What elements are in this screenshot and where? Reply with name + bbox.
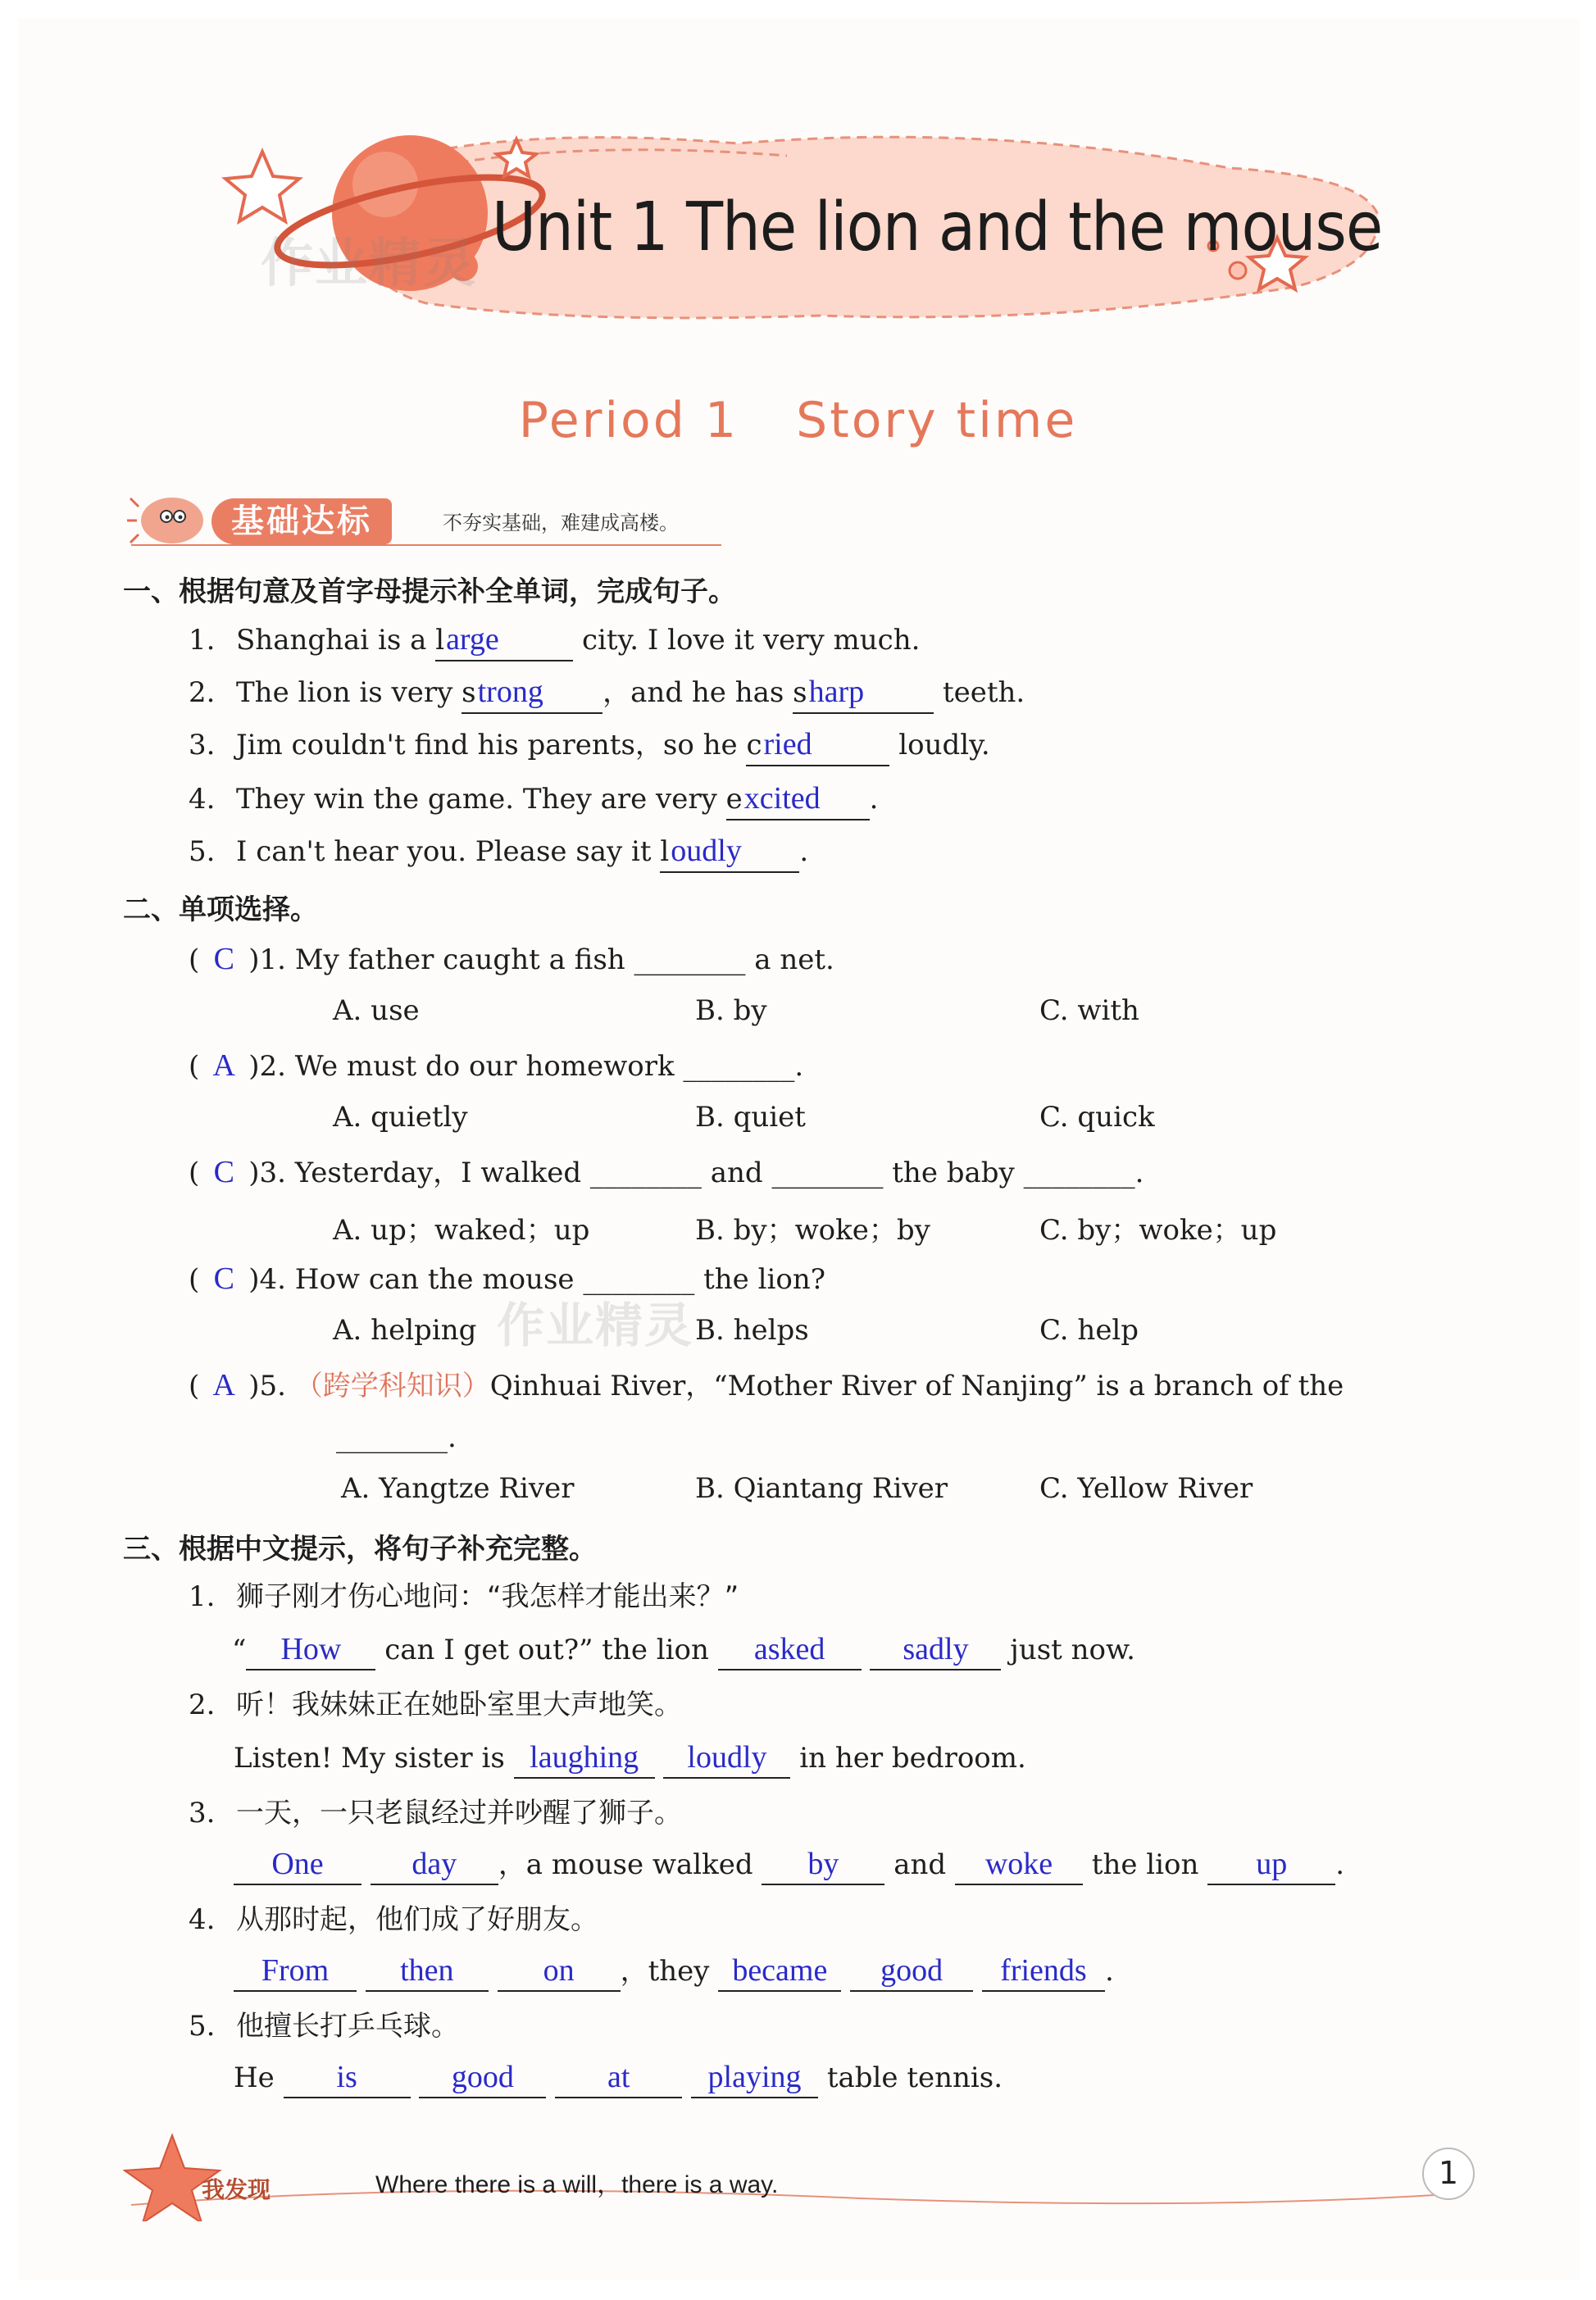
s2-1-option-a: A. use: [333, 994, 420, 1027]
s3-blank[interactable]: How: [246, 1630, 375, 1670]
section3-title: 三、根据中文提示，将句子补充完整。: [123, 1533, 597, 1566]
s1-blank-1[interactable]: large: [435, 620, 573, 661]
fish-icon: [127, 492, 217, 549]
section2-title: 二、单项选择。: [123, 893, 318, 926]
s3-blank[interactable]: became: [718, 1951, 841, 1992]
period-name: Story time: [796, 392, 1078, 449]
s3-blank[interactable]: on: [498, 1951, 621, 1992]
s2-answer-2[interactable]: A: [212, 1048, 235, 1083]
s2-item-2: ( A )2. We must do our homework ________.: [189, 1046, 803, 1086]
s2-answer-3[interactable]: C: [213, 1155, 234, 1189]
s3-item-5-cn: 5. 他擅长打乒乓球。: [189, 2010, 459, 2043]
s1-item-5: 5. I can't hear you. Please say it loudly .: [189, 831, 808, 873]
s3-blank[interactable]: sadly: [870, 1630, 1001, 1670]
banner-tagline: 不夯实基础，难建成高楼。: [443, 511, 679, 534]
s3-blank[interactable]: loudly: [663, 1738, 790, 1779]
footer-decoration: [123, 2131, 1476, 2221]
s3-blank[interactable]: good: [850, 1951, 973, 1992]
s2-answer-1[interactable]: C: [213, 942, 234, 976]
s3-blank[interactable]: playing: [691, 2057, 818, 2098]
s2-1-option-b: B. by: [695, 994, 767, 1027]
s2-5-option-c: C. Yellow River: [1039, 1472, 1253, 1505]
page-number: 1: [1422, 2148, 1475, 2200]
s3-item-4-cn: 4. 从那时起，他们成了好朋友。: [189, 1903, 598, 1936]
footer-motto: Where there is a will，there is a way.: [375, 2171, 779, 2198]
s3-blank[interactable]: up: [1207, 1844, 1335, 1885]
s1-blank-4[interactable]: excited: [726, 779, 870, 820]
s2-3-option-c: C. by；woke；up: [1039, 1214, 1277, 1247]
s3-item-4-en: From then on ，they became good friends .: [234, 1951, 1114, 1992]
watermark-2: 作业精灵: [497, 1298, 694, 1353]
s3-blank[interactable]: is: [284, 2057, 411, 2098]
s1-item-4: 4. They win the game. They are very excited .: [189, 779, 878, 820]
s1-item-2: 2. The lion is very strong ，and he has sharp teeth.: [189, 672, 1025, 714]
s2-2-option-b: B. quiet: [695, 1101, 806, 1134]
s2-4-option-c: C. help: [1039, 1314, 1139, 1347]
s3-item-1-cn: 1. 狮子刚才伤心地问：“我怎样才能出来？”: [189, 1580, 739, 1613]
s3-item-1-en: “ How can I get out?” the lion asked sadly just now.: [232, 1630, 1135, 1670]
s2-item-4: ( C )4. How can the mouse ________ the lion?: [189, 1259, 825, 1299]
s2-5-option-a: A. Yangtze River: [341, 1472, 575, 1505]
s3-blank[interactable]: woke: [955, 1844, 1083, 1885]
unit-title: Unit 1 The lion and the mouse: [492, 189, 1383, 266]
s3-item-3-cn: 3. 一天，一只老鼠经过并吵醒了狮子。: [189, 1797, 682, 1830]
s2-item-3: ( C )3. Yesterday，I walked ________ and ________ the baby ________.: [189, 1152, 1144, 1193]
s2-2-option-a: A. quietly: [333, 1101, 468, 1134]
s3-blank[interactable]: friends: [982, 1951, 1105, 1992]
s2-3-option-a: A. up；waked；up: [333, 1214, 590, 1247]
banner-underline: [131, 544, 721, 546]
s2-item-1: ( C )1. My father caught a fish ________ a net.: [189, 939, 834, 980]
s2-item-5: ( A )5. （跨学科知识）Qinhuai River，“Mother River of Nanjing” is a branch of the: [189, 1366, 1344, 1406]
s3-item-2-en: Listen! My sister is laughing loudly in her bedroom.: [234, 1738, 1026, 1779]
s1-item-1: 1. Shanghai is a large city. I love it very much.: [189, 620, 920, 661]
s2-item-5-cont: ________.: [336, 1421, 457, 1454]
section1-title: 一、根据句意及首字母提示补全单词，完成句子。: [123, 575, 736, 608]
watermark: 作业精灵: [261, 234, 477, 294]
s2-4-option-a: A. helping: [333, 1314, 477, 1347]
s1-blank-2b[interactable]: sharp: [793, 672, 934, 714]
s3-item-5-en: He is good at playing table tennis.: [234, 2057, 1003, 2098]
footer-logo: 我发现: [202, 2176, 271, 2203]
cross-subject-tag: （跨学科知识）: [294, 1370, 490, 1402]
s2-3-option-b: B. by；woke；by: [695, 1214, 930, 1247]
s3-blank[interactable]: by: [762, 1844, 884, 1885]
s2-1-option-c: C. with: [1039, 994, 1139, 1027]
s2-5-option-b: B. Qiantang River: [695, 1472, 948, 1505]
s3-blank[interactable]: From: [234, 1951, 357, 1992]
s3-blank[interactable]: good: [419, 2057, 546, 2098]
s2-4-option-b: B. helps: [695, 1314, 809, 1347]
s3-blank[interactable]: at: [555, 2057, 682, 2098]
s1-blank-3[interactable]: cried: [746, 725, 889, 766]
s3-blank[interactable]: One: [234, 1844, 361, 1885]
s3-blank[interactable]: then: [366, 1951, 489, 1992]
s1-blank-5[interactable]: loudly: [660, 831, 799, 873]
s2-answer-4[interactable]: C: [213, 1261, 234, 1296]
s3-item-2-cn: 2. 听！我妹妹正在她卧室里大声地笑。: [189, 1689, 682, 1721]
s3-blank[interactable]: asked: [718, 1630, 862, 1670]
s3-blank[interactable]: day: [371, 1844, 498, 1885]
s3-blank[interactable]: laughing: [514, 1738, 655, 1779]
s2-answer-5[interactable]: A: [212, 1368, 235, 1402]
period-label: Period 1: [518, 392, 739, 449]
s1-item-3: 3. Jim couldn't find his parents，so he cried loudly.: [189, 725, 990, 766]
s2-2-option-c: C. quick: [1039, 1101, 1155, 1134]
section-banner: 基础达标: [211, 498, 392, 544]
s3-item-3-en: One day ，a mouse walked by and woke the lion up .: [234, 1844, 1344, 1885]
s1-blank-2a[interactable]: strong: [462, 672, 602, 714]
period-title: [0, 392, 1596, 449]
